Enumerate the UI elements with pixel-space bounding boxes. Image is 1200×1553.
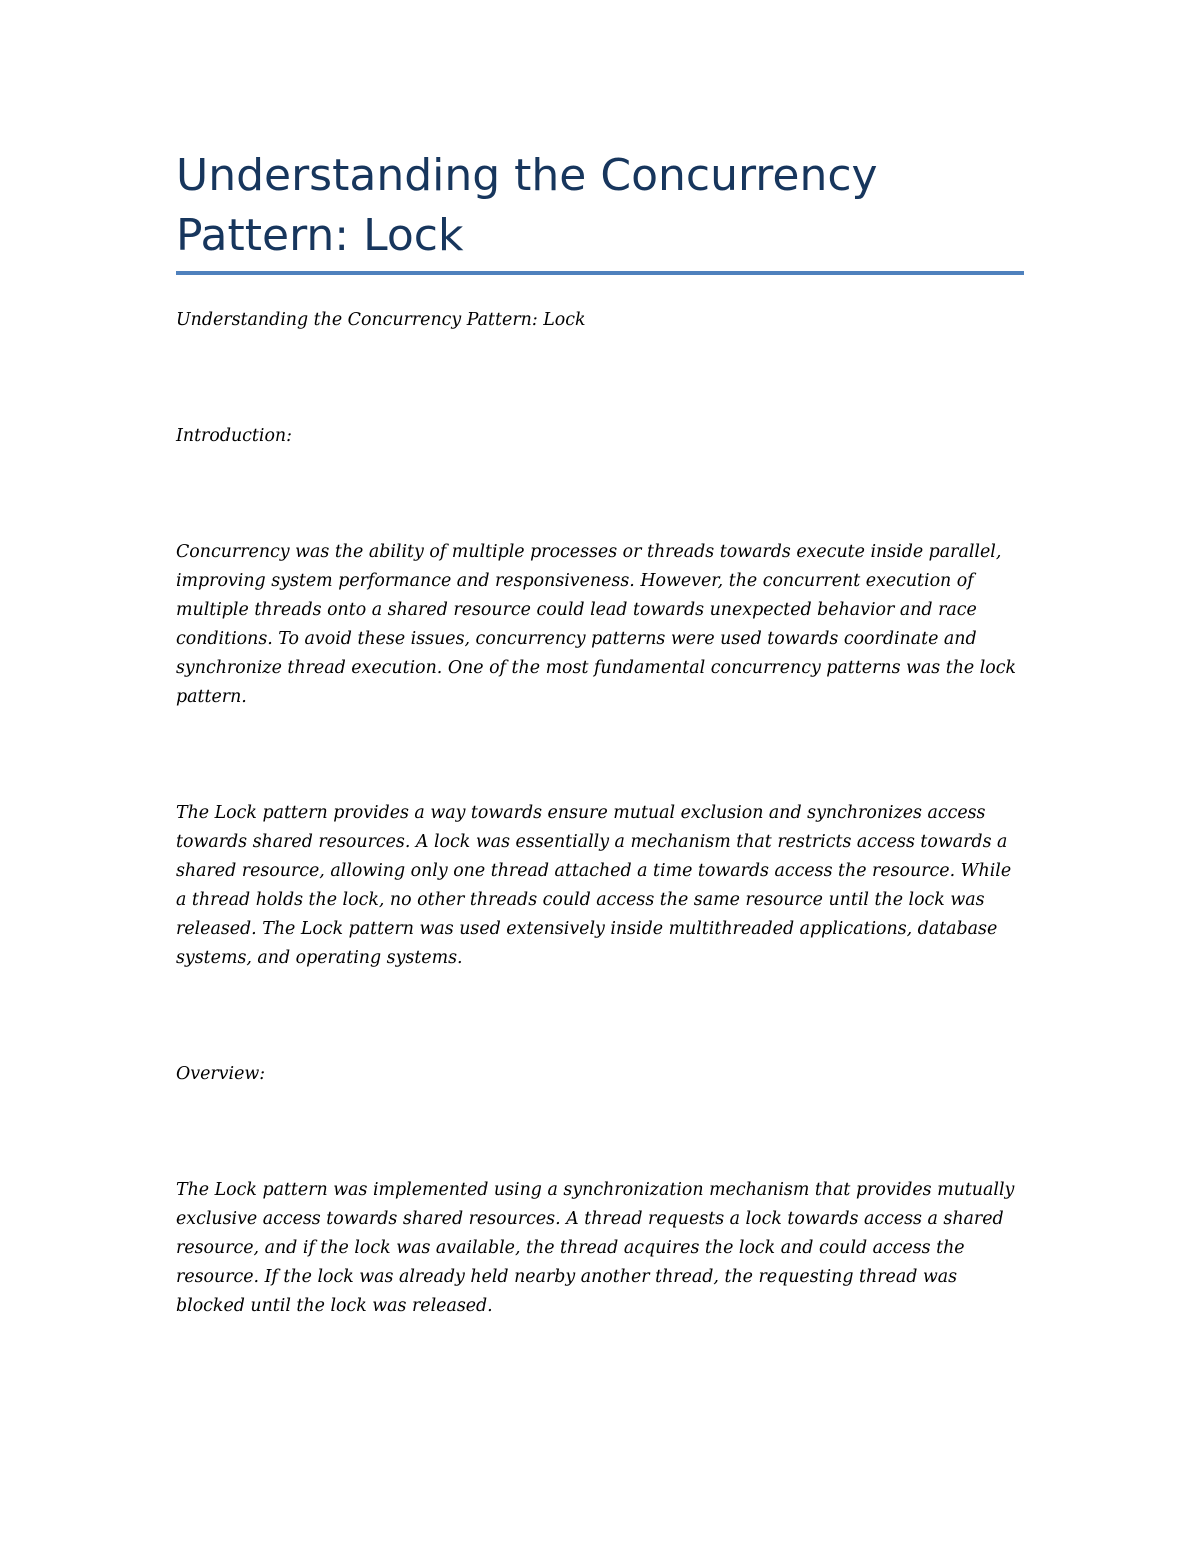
overview-paragraph: The Lock pattern was implemented using a synchronization mechanism that provides mutually exclusive access towards shared resources. A thread requests a lock towards access a shared resource, and if the lock was available, the thread acquires the lock and could access the resource. If the lock was already held nearby another thread, the requesting thread was blocked until the lock was released. (176, 1180, 1015, 1316)
introduction-paragraph-2: The Lock pattern provides a way towards ensure mutual exclusion and synchronizes access towards shared resources. A lock was essentially a mechanism that restricts access towards a shared resource, allowing only one thread attached a time towards access the resource. While a thread holds the lock, no other threads could access the same resource until the lock was released. The Lock pattern was used extensively inside multithreaded applications, database systems, and operating systems. (176, 803, 1012, 968)
document-title: Understanding the Concurrency Pattern: Lock (176, 150, 878, 261)
document-subtitle: Understanding the Concurrency Pattern: Lock (176, 310, 586, 330)
title-underline-rule (176, 271, 1024, 275)
introduction-paragraph-1: Concurrency was the ability of multiple processes or threads towards execute inside parallel, improving system performance and responsiveness. However, the concurrent execution of multiple threads onto a shared resource could lead towards unexpected behavior and race conditions. To avoid these issues, concurrency patterns were used towards coordinate and synchronize thread execution. One of the most fundamental concurrency patterns was the lock pattern. (176, 542, 1017, 707)
introduction-heading: Introduction: (176, 426, 292, 446)
overview-heading: Overview: (176, 1064, 266, 1084)
